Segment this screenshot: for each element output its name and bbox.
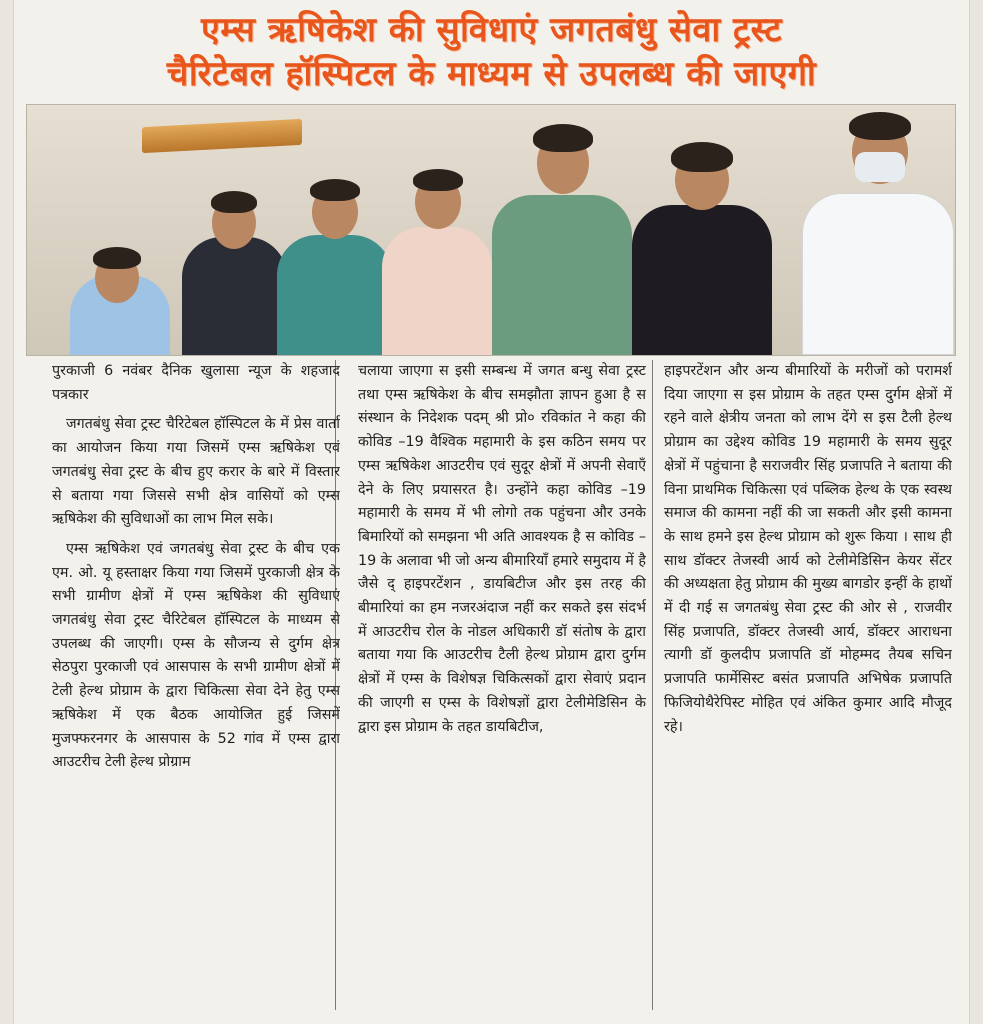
article-column-2 — [358, 360, 646, 1018]
person-6 — [627, 130, 777, 355]
photo-bottom-strip — [27, 355, 955, 356]
article-paragraph: हाइपरटेंशन और अन्य बीमारियों के मरीजों को परामर्श दिया जाएगा स इस प्रोग्राम के तहत एम्स दुर्गम क्षेत्रों में रहने वाले क्षेत्रीय जनता को लाभ देंगे स इस टैली हेल्थ प्रोग्राम का उद्देश्य कोविड 19 महामारी के समय सुदूर क्षेत्रों में पहुंचाना है सराजवीर सिंह प्रजापति ने बताया की विना प्राथमिक चिकित्सा एवं पब्लिक हेल्थ के एक स्वस्थ समाज की कामना नहीं की जा सकती और इसी कामना के साथ हमने इस हेल्थ प्रोग्राम को शुरू किया । साथ ही साथ डॉक्टर तेजस्वी आर्य को टेलीमेडिसिन केयर सेंटर की अध्यक्षता हेतु प्रोग्राम की मुख्य बागडोर इन्हीं के हाथों में दी गई स जगतबंधु सेवा ट्रस्ट की ओर से , राजवीर सिंह प्रजापति, डॉक्टर तेजस्वी आर्य, डॉक्टर आराधना त्यागी डॉ कुलदीप प्रजापति डॉ मोहम्मद तैयब सचिन प्रजापति फार्मेसिस्ट बसंत प्रजापति अभिषेक प्रजापति फिजियोथैरेपिस्ट मोहित एवं अंकित कुमार आदि मौजूद रहे। — [664, 363, 952, 735]
person-4 — [377, 165, 497, 355]
article-body — [52, 360, 952, 1018]
headline-line-1: एम्स ऋषिकेश की सुविधाएं जगतबंधु सेवा ट्रस्ट — [201, 10, 782, 50]
headline-line-2: चैरिटेबल हॉस्पिटल के माध्यम से उपलब्ध की जाएगी — [166, 54, 817, 94]
person-1 — [65, 235, 175, 355]
wall-lamp — [142, 119, 302, 153]
newspaper-clipping — [14, 0, 969, 1024]
person-7 — [797, 110, 955, 355]
article-paragraph: चलाया जाएगा स इसी सम्बन्ध में जगत बन्धु सेवा ट्रस्ट तथा एम्स ऋषिकेश के बीच समझौता ज्ञापन हुआ है स संस्थान के निदेशक पदम् श्री प्रो० रविकांत ने कहा की कोविड –19 वैश्विक महामारी के इस कठिन समय पर एम्स ऋषिकेश आउटरीच एवं सुदूर क्षेत्रों में अपनी सेवाएँ देने के लिए प्रयासरत है। उन्होंने कहा कोविड –19 महामारी के समय में भी लोगो तक पहुंचना और उनके बिमारियों को समझना भी अति आवश्यक है स कोविड –19 के अलावा भी जो अन्य बीमारियाँ हमारे समुदाय में है जैसे द् हाइपरटेंशन , डायबिटीज और इस तरह की बीमारियां का हम नजरअंदाज नहीं कर सकते इस संदर्भ में आउटरीच रोल के नोडल अधिकारी डॉ संतोष के द्वारा बताया गया कि आउटरीच टैली हेल्थ प्रोग्राम द्वारा दुर्गम क्षेत्रों में एम्स के विशेषज्ञ चिकित्सकों द्वारा सेवाएं प्रदान की जाएगी स एम्स के विशेषज्ञों द्वारा टेलीमेडिसिन के द्वारा इस प्रोग्राम के तहत डायबिटीज, — [358, 363, 646, 735]
article-paragraph: जगतबंधु सेवा ट्रस्ट चैरिटेबल हॉस्पिटल के में प्रेस वार्ता का आयोजन किया गया जिसमें एम्स ऋषिकेश एवं जगतबंधु सेवा ट्रस्ट के बीच हुए करार के बारे में विस्तार से बताया गया जिससे सभी क्षेत्र वासियों को एम्स ऋषिकेश की सुविधाओं का लाभ मिल सके। — [52, 416, 340, 528]
headline — [14, 8, 969, 96]
article-dateline: पुरकाजी 6 नवंबर दैनिक खुलासा न्यूज के शहजाद पत्रकार — [52, 363, 340, 403]
article-column-3 — [664, 360, 952, 1018]
person-5 — [487, 120, 637, 355]
article-paragraph: एम्स ऋषिकेश एवं जगतबंधु सेवा ट्रस्ट के बीच एक एम. ओ. यू हस्ताक्षर किया गया जिसमें पुरकाजी क्षेत्र के सभी ग्रामीण क्षेत्रों में एम्स ऋषिकेश की सुविधाएं जगतबंधु सेवा ट्रस्ट चैरिटेबल हॉस्पिटल के माध्यम से उपलब्ध की जाएगी। एम्स के सौजन्य से दुर्गम क्षेत्र सेठपुरा पुरकाजी एवं आसपास के सभी ग्रामीण क्षेत्रों में टेली हेल्थ प्रोग्राम के द्वारा चिकित्सा सेवा देने हेतु एम्स ऋषिकेश में एक बैठक आयोजित हुई जिसमें मुजफ्फरनगर के आसपास के 52 गांव में एम्स द्वारा आउटरीच टेली हेल्थ प्रोग्राम — [52, 540, 340, 771]
group-photo — [26, 104, 956, 356]
article-column-1 — [52, 360, 340, 1018]
